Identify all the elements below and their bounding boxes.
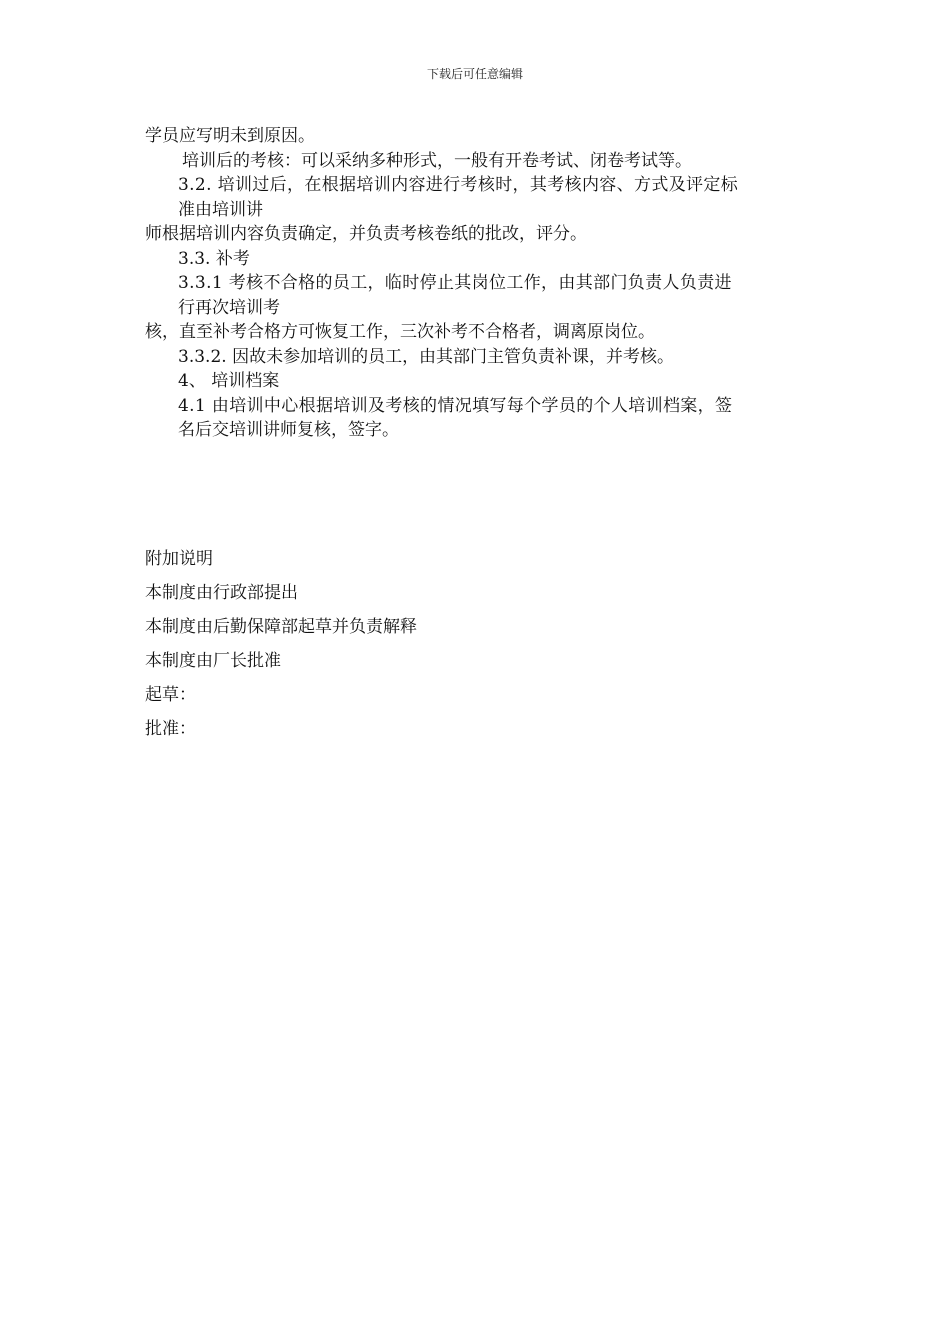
appendix-line: 本制度由厂长批准 (145, 651, 281, 671)
paragraph-line: 培训后的考核：可以采纳多种形式，一般有开卷考试、闭卷考试等。 (182, 150, 692, 171)
section-heading-3-3: 3.3. 补考 (178, 248, 250, 269)
draft-label: 起草： (145, 685, 196, 705)
paragraph-line: 学员应写明未到原因。 (145, 126, 315, 146)
section-3-2 (145, 173, 810, 222)
paragraph-line: 4.1 由培训中心根据培训及考核的情况填写每个学员的个人培训档案，签 (178, 395, 733, 416)
paragraph-line: 师根据培训内容负责确定，并负责考核卷纸的批改，评分。 (145, 224, 587, 244)
paragraph-line: 3.3.1 考核不合格的员工，临时停止其岗位工作，由其部门负责人负责进 (178, 273, 732, 293)
paragraph-line: 3.2. 培训过后，在根据培训内容进行考核时，其考核内容、方式及评定标 (178, 175, 739, 195)
page-header: 下载后可任意编辑 (426, 67, 523, 81)
paragraph-line: 核，直至补考合格方可恢复工作，三次补考不合格者，调离原岗位。 (145, 322, 655, 342)
appendix-line: 本制度由行政部提出 (145, 583, 298, 603)
paragraph-line: 准由培训讲 (178, 199, 263, 220)
section-heading-4: 4、 培训档案 (178, 371, 280, 391)
appendix-block (145, 547, 810, 751)
appendix-line: 本制度由后勤保障部起草并负责解释 (145, 617, 417, 637)
section-3-3-1 (145, 271, 810, 320)
appendix-title: 附加说明 (145, 549, 213, 569)
approve-label: 批准： (145, 719, 196, 739)
paragraph-line: 名后交培训讲师复核，签字。 (178, 420, 399, 440)
document-body (145, 124, 810, 443)
paragraph-line: 行再次培训考 (178, 297, 280, 318)
section-3-3-2: 3.3.2. 因故未参加培训的员工，由其部门主管负责补课，并考核。 (178, 346, 675, 367)
section-4-1 (145, 394, 810, 443)
